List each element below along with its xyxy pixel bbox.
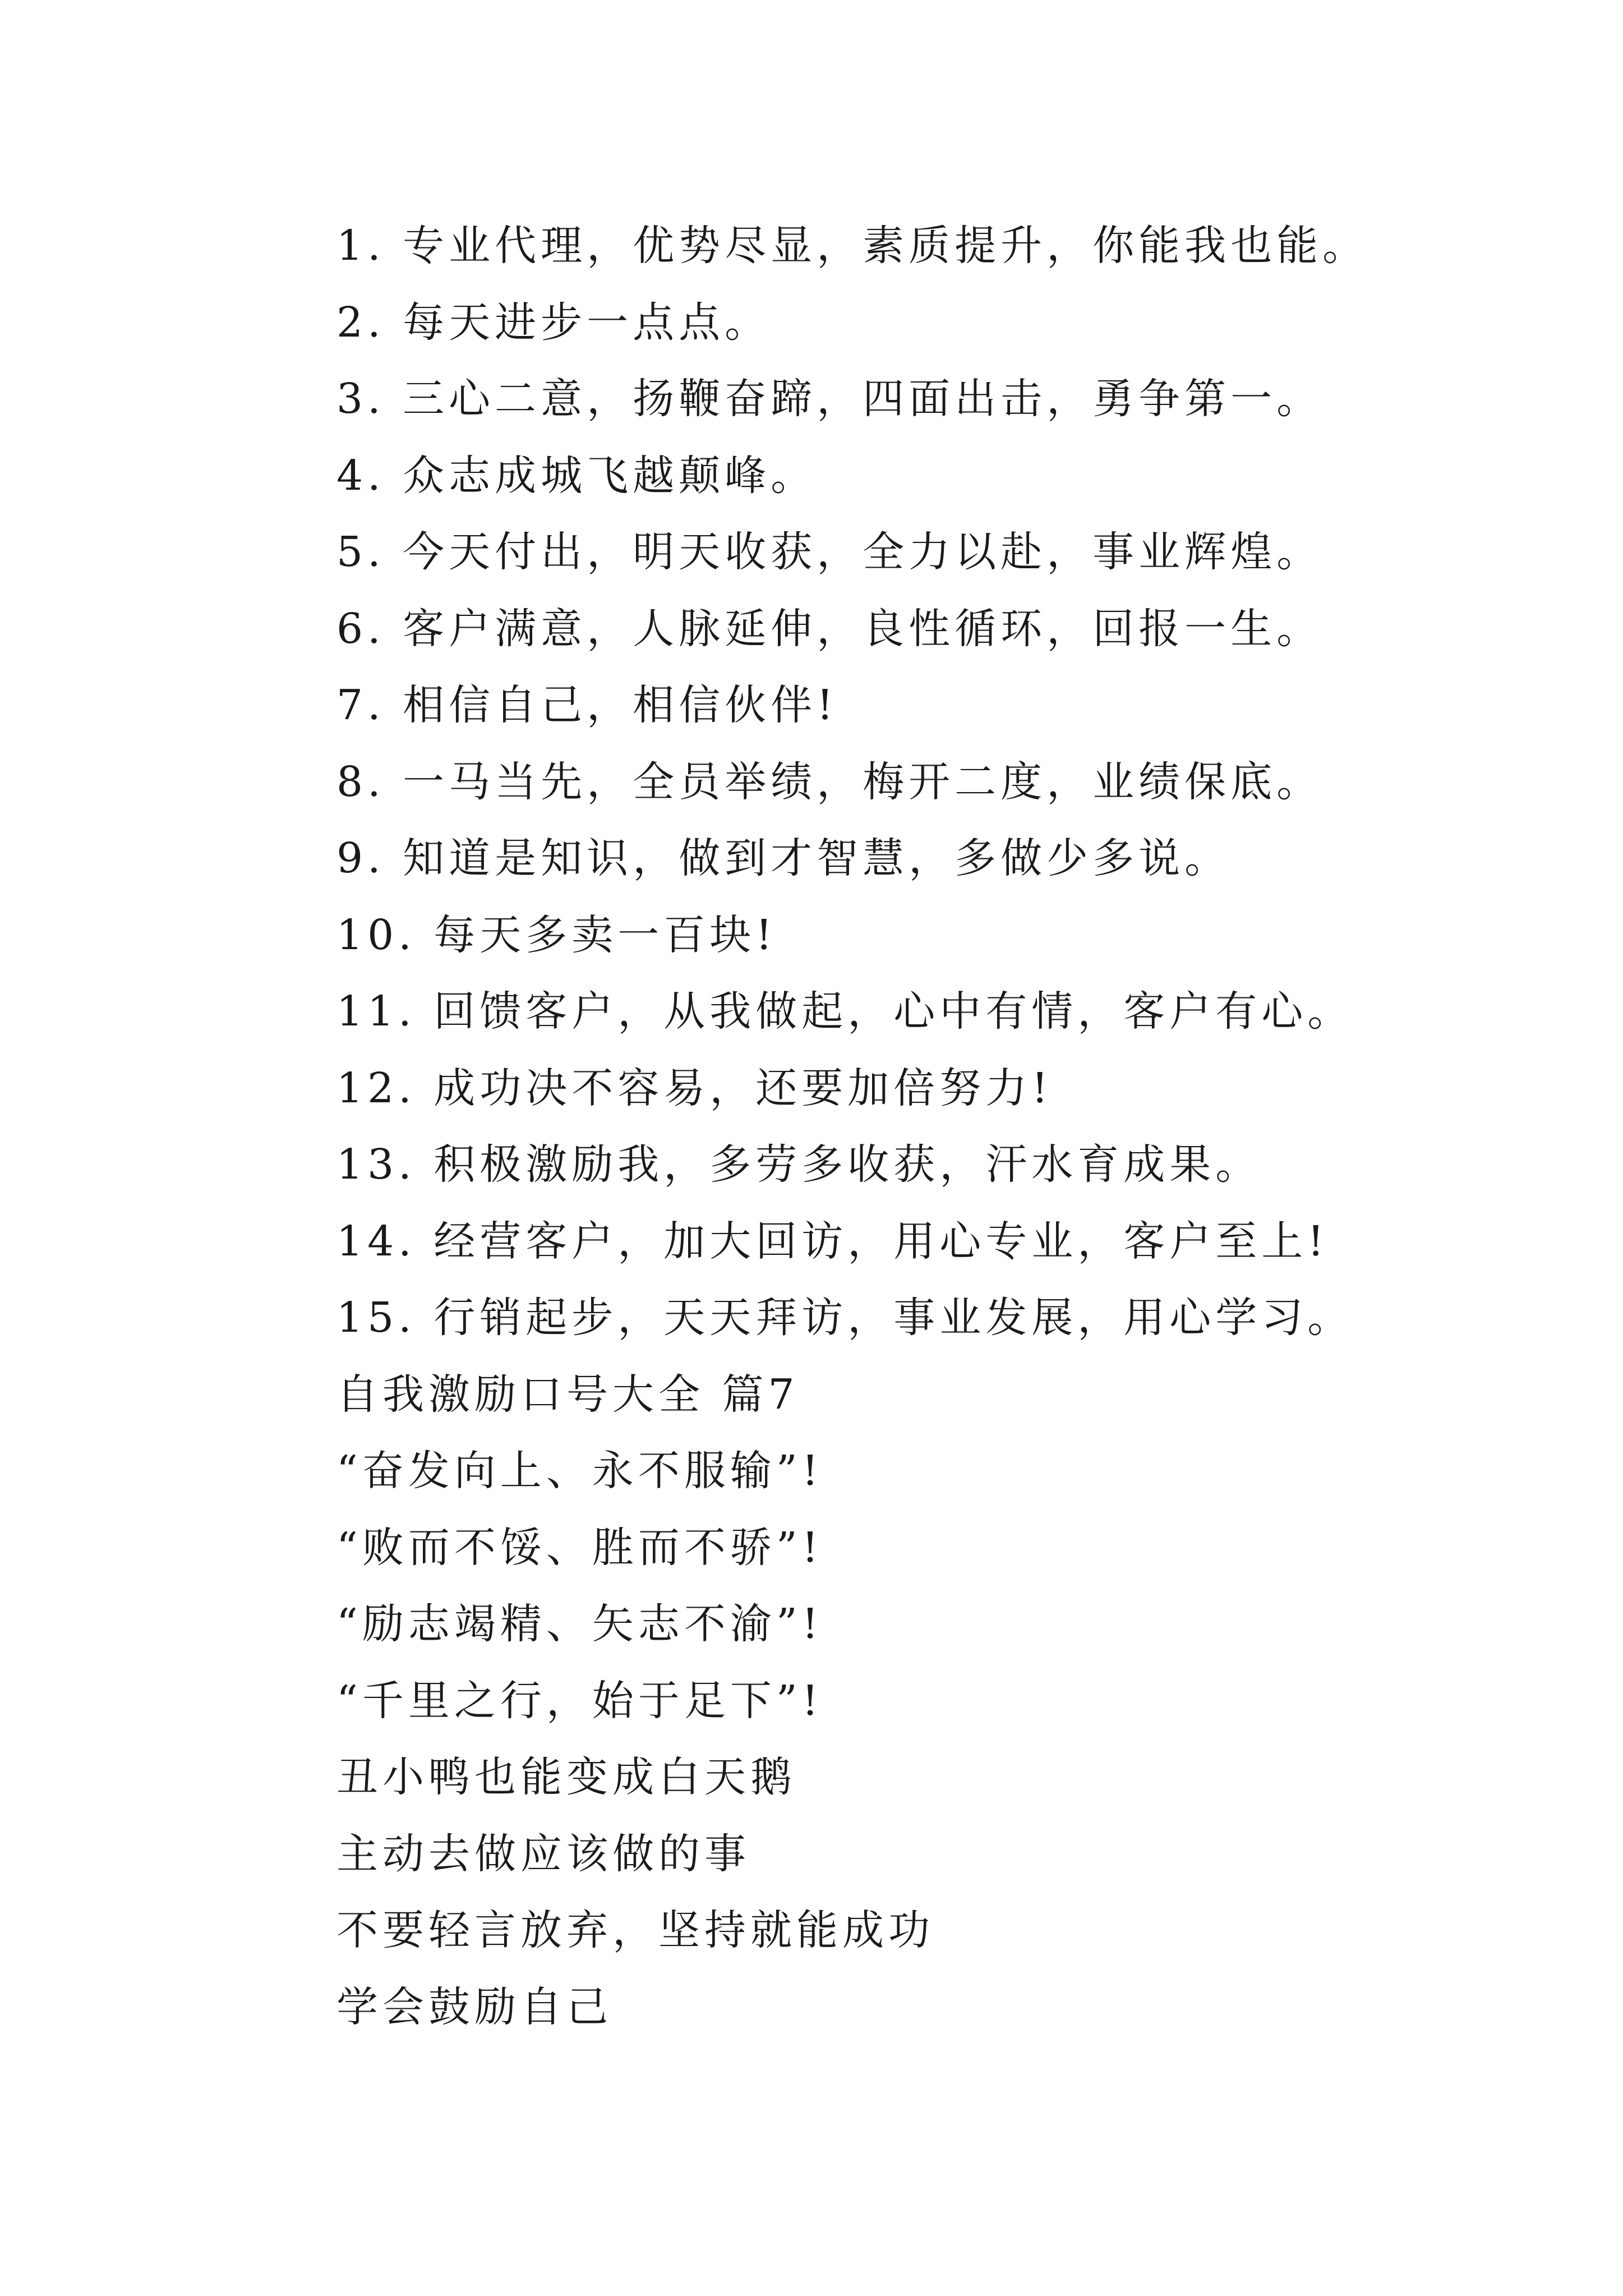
text-line: “败而不馁、胜而不骄”! [336,1523,823,1572]
text-line: 2. 每天进步一点点。 [336,298,771,347]
text-line: 4. 众志成城飞越颠峰。 [336,451,817,500]
text-line: 12. 成功决不容易，还要加倍努力! [336,1064,1053,1112]
text-line: 不要轻言放弃，坚持就能成功 [336,1906,934,1954]
text-line: 学会鼓励自己 [336,1982,612,2031]
text-line: 13. 积极激励我，多劳多收获，汗水育成果。 [336,1140,1262,1189]
text-line: 14. 经营客户，加大回访，用心专业，客户至上! [336,1217,1329,1266]
text-line: 丑小鸭也能变成白天鹅 [336,1753,796,1801]
text-line: “励志竭精、矢志不渝”! [336,1600,823,1648]
text-body [336,208,1570,2045]
text-line: 1. 专业代理，优势尽显，素质提升，你能我也能。 [336,222,1369,270]
text-line: 10. 每天多卖一百块! [336,910,777,959]
text-line: 6. 客户满意，人脉延伸，良性循环，回报一生。 [336,604,1323,653]
text-line: 3. 三心二意，扬鞭奋蹄，四面出击，勇争第一。 [336,375,1323,423]
text-line: 9. 知道是知识，做到才智慧，多做少多说。 [336,834,1231,882]
section-heading: 自我激励口号大全 篇7 [336,1370,799,1419]
text-line: “奋发向上、永不服输”! [336,1447,823,1495]
text-line: 15. 行销起步，天天拜访，事业发展，用心学习。 [336,1294,1354,1342]
text-line: 8. 一马当先，全员举绩，梅开二度，业绩保底。 [336,757,1323,806]
text-line: “千里之行，始于足下”! [336,1676,823,1725]
text-line: 11. 回馈客户，从我做起，心中有情，客户有心。 [336,987,1354,1036]
text-line: 5. 今天付出，明天收获，全力以赴，事业辉煌。 [336,528,1323,576]
text-line: 主动去做应该做的事 [336,1829,750,1878]
text-line: 7. 相信自己，相信伙伴! [336,681,838,729]
